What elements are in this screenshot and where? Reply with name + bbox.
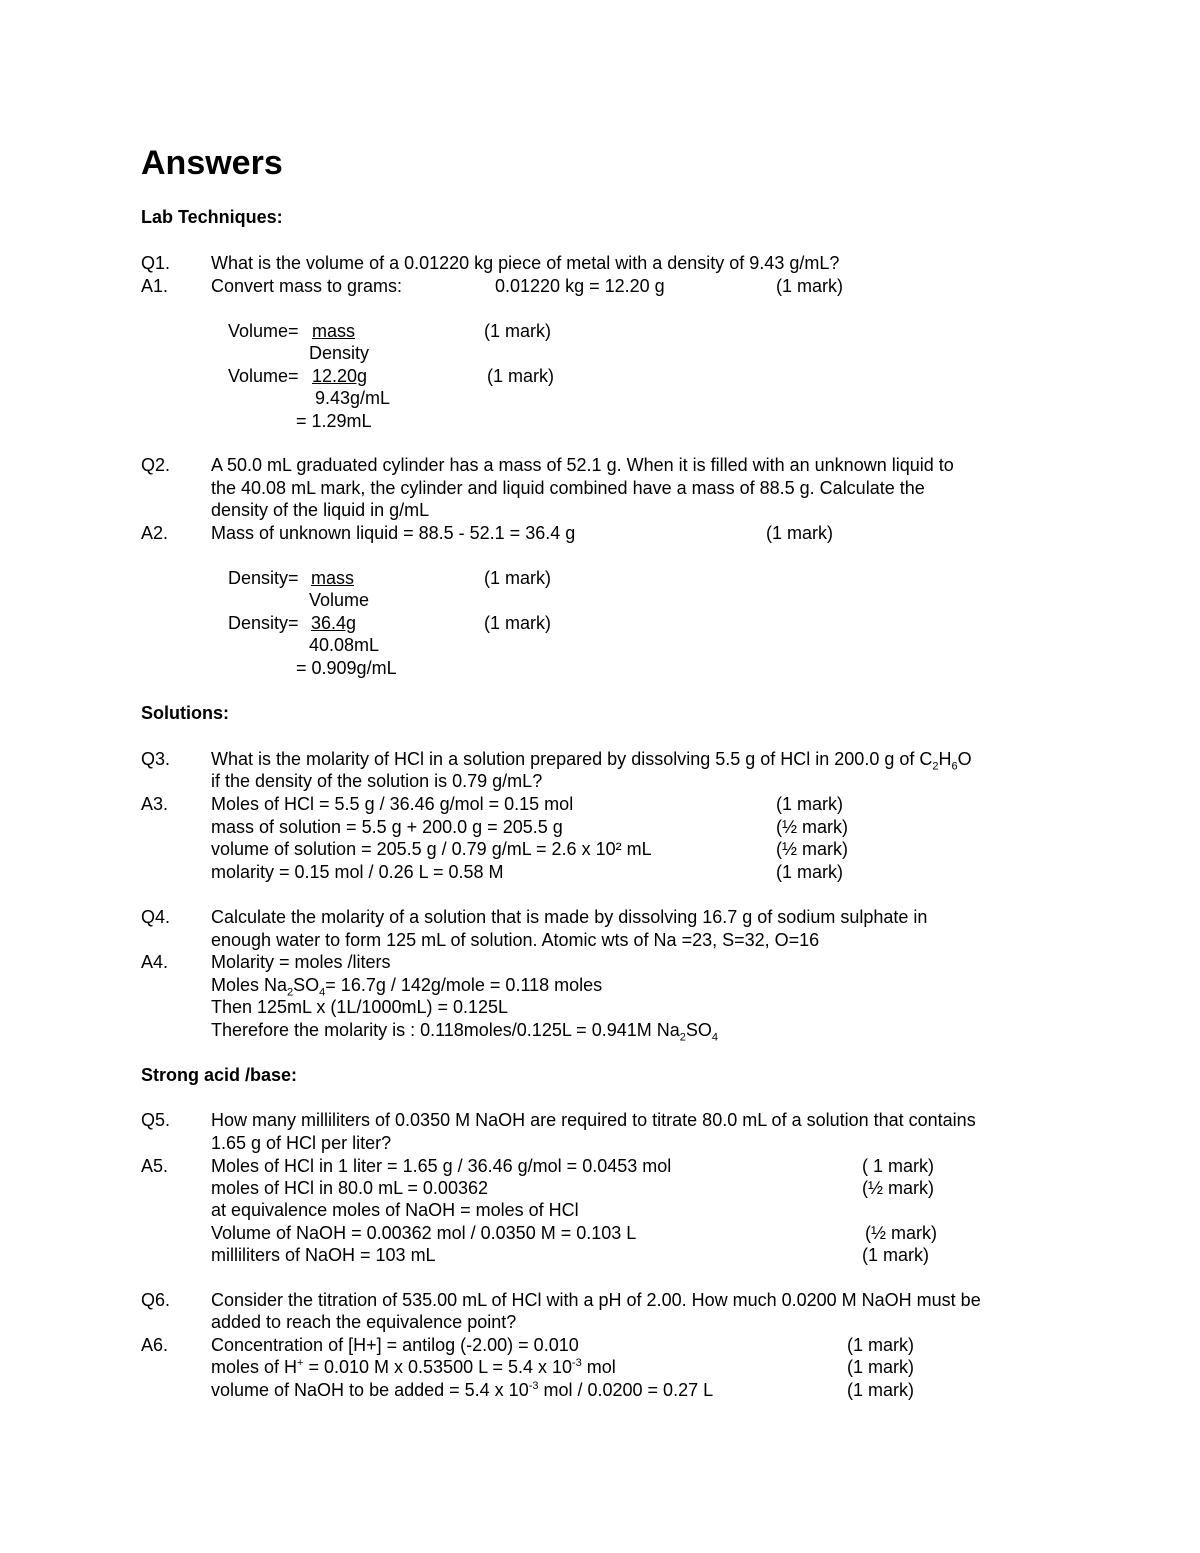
question-text: the 40.08 mL mark, the cylinder and liquid combined have a mass of 88.5 g. Calculate the	[211, 478, 925, 498]
formula-denominator: Density	[309, 343, 370, 363]
answer-line: volume of solution = 205.5 g / 0.79 g/mL = 2.6 x 10² mL	[211, 839, 652, 859]
mark-allocation: (1 mark)	[847, 1335, 914, 1355]
mark-allocation: (½ mark)	[776, 817, 848, 837]
answer-label: A1.	[141, 276, 169, 296]
mark-allocation: (1 mark)	[766, 523, 833, 543]
mark-allocation: (½ mark)	[862, 1178, 934, 1198]
answer-label: A6.	[141, 1335, 169, 1355]
mark-allocation: (1 mark)	[847, 1380, 914, 1400]
question-text: if the density of the solution is 0.79 g/mL?	[211, 771, 543, 791]
answer-text: Convert mass to grams:	[211, 276, 403, 296]
formula-denominator: Volume	[309, 590, 370, 610]
question-text: A 50.0 mL graduated cylinder has a mass of 52.1 g. When it is filled with an unknown liquid to	[211, 455, 954, 475]
mark-allocation: (1 mark)	[484, 321, 551, 341]
formula-numerator: mass	[312, 321, 356, 341]
mark-allocation: ( 1 mark)	[862, 1156, 934, 1176]
question-label: Q4.	[141, 907, 171, 927]
question-label: Q1.	[141, 253, 171, 273]
question-text: How many milliliters of 0.0350 M NaOH are required to titrate 80.0 mL of a solution that contains	[211, 1110, 976, 1130]
answer-text: Mass of unknown liquid = 88.5 - 52.1 = 36.4 g	[211, 523, 576, 543]
answer-line: molarity = 0.15 mol / 0.26 L = 0.58 M	[211, 862, 504, 882]
answer-label: A5.	[141, 1156, 169, 1176]
formula-label: Density=	[228, 613, 299, 633]
answer-line: at equivalence moles of NaOH = moles of HCl	[211, 1200, 579, 1220]
formula-denominator: 40.08mL	[309, 635, 380, 655]
formula-label: Density=	[228, 568, 299, 588]
mark-allocation: (1 mark)	[776, 276, 843, 296]
answer-line: Volume of NaOH = 0.00362 mol / 0.0350 M = 0.103 L	[211, 1223, 637, 1243]
mark-allocation: (1 mark)	[847, 1357, 914, 1377]
question-label: Q3.	[141, 749, 171, 769]
mark-allocation: (1 mark)	[862, 1245, 929, 1265]
question-text: enough water to form 125 mL of solution. Atomic wts of Na =23, S=32, O=16	[211, 930, 820, 950]
mark-allocation: (1 mark)	[484, 568, 551, 588]
question-text: Consider the titration of 535.00 mL of HCl with a pH of 2.00. How much 0.0200 M NaOH must be	[211, 1290, 981, 1310]
formula-label: Volume=	[228, 321, 299, 341]
question-text: density of the liquid in g/mL	[211, 500, 430, 520]
answer-line: volume of NaOH to be added = 5.4 x $10^{-3}$ mol / 0.0200 = 0.27 L	[211, 1380, 714, 1400]
answer-line: Concentration of [H+] = antilog (-2.00) = 0.010	[211, 1335, 579, 1355]
answer-calculation: 0.01220 kg = 12.20 g	[495, 276, 665, 296]
section-heading-solutions: Solutions:	[141, 703, 229, 723]
mark-allocation: (½ mark)	[776, 839, 848, 859]
answer-label: A3.	[141, 794, 169, 814]
answer-line: mass of solution = 5.5 g + 200.0 g = 205.5 g	[211, 817, 563, 837]
question-text: 1.65 g of HCl per liter?	[211, 1133, 392, 1153]
question-label: Q2.	[141, 455, 171, 475]
answer-line: Therefore the molarity is : 0.118moles/0.125L = 0.941M $Na_2SO_4$	[211, 1020, 719, 1044]
answer-line: Molarity = moles /liters	[211, 952, 391, 972]
formula-label: Volume=	[228, 366, 299, 386]
question-text: What is the volume of a 0.01220 kg piece of metal with a density of 9.43 g/mL?	[211, 253, 840, 273]
formula-result: = 0.909g/mL	[296, 658, 397, 678]
question-label: Q5.	[141, 1110, 171, 1130]
page-title: Answers	[141, 144, 283, 182]
answer-line: Then 125mL x (1L/1000mL) = 0.125L	[211, 997, 509, 1017]
formula-numerator: mass	[311, 568, 355, 588]
mark-allocation: (1 mark)	[484, 613, 551, 633]
mark-allocation: (½ mark)	[865, 1223, 937, 1243]
question-text: Calculate the molarity of a solution that is made by dissolving 16.7 g of sodium sulphate in	[211, 907, 928, 927]
question-text: added to reach the equivalence point?	[211, 1312, 517, 1332]
formula-denominator: 9.43g/mL	[315, 388, 391, 408]
question-text: What is the molarity of HCl in a solution prepared by dissolving 5.5 g of HCl in 200.0 g of $C_2H_6O$	[211, 749, 972, 773]
mark-allocation: (1 mark)	[776, 794, 843, 814]
formula-numerator: 12.20g	[312, 366, 368, 386]
answer-line: milliliters of NaOH = 103 mL	[211, 1245, 436, 1265]
section-heading-strong-acid-base: Strong acid /base:	[141, 1065, 298, 1085]
formula-result: = 1.29mL	[296, 411, 372, 431]
question-label: Q6.	[141, 1290, 171, 1310]
formula-numerator: 36.4g	[311, 613, 357, 633]
answer-line: Moles of HCl = 5.5 g / 36.46 g/mol = 0.15 mol	[211, 794, 574, 814]
mark-allocation: (1 mark)	[487, 366, 554, 386]
answer-label: A4.	[141, 952, 169, 972]
answer-line: moles of HCl in 80.0 mL = 0.00362	[211, 1178, 488, 1198]
mark-allocation: (1 mark)	[776, 862, 843, 882]
answer-line: Moles of HCl in 1 liter = 1.65 g / 36.46 g/mol = 0.0453 mol	[211, 1156, 672, 1176]
section-heading-lab-techniques: Lab Techniques:	[141, 207, 283, 227]
answer-label: A2.	[141, 523, 169, 543]
answer-line: moles of H+ = 0.010 M x 0.53500 L = 5.4 x $10^{-3}$ mol	[211, 1357, 616, 1377]
answer-line: Moles $Na_2SO_4= 16.7g$ / 142g/mole = 0.118 moles	[211, 975, 603, 999]
